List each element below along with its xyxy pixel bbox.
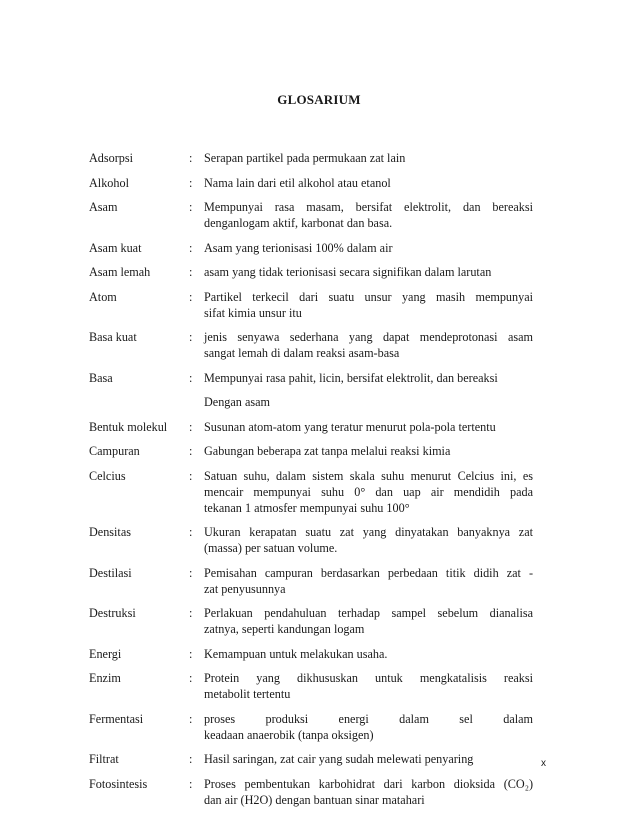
glossary-definition	[204, 419, 533, 435]
glossary-term: Atom	[89, 289, 117, 304]
glossary-entry	[89, 565, 533, 597]
glossary-entry	[89, 646, 533, 662]
glossary-entry	[89, 394, 533, 410]
term-separator: :	[189, 330, 193, 344]
definition-line: tekanan 1 atmosfer mempunyai suhu 100°	[204, 500, 410, 515]
glossary-entry	[89, 175, 533, 191]
term-separator: :	[189, 175, 193, 190]
term-separator: :	[189, 776, 193, 791]
glossary-entry	[89, 289, 533, 321]
glossary-term: Energi	[89, 646, 122, 661]
term-separator: :	[189, 525, 193, 539]
term-separator: :	[189, 752, 193, 766]
glossary-entry	[89, 524, 533, 556]
glossary-definition	[204, 240, 533, 256]
glossary-entry	[89, 751, 533, 767]
definition-line: Pemisahan campuran berdasarkan perbedaan titik didih zat -	[204, 565, 533, 580]
glossary-definition	[204, 711, 533, 743]
glossary-definition	[204, 565, 533, 597]
glossary-entry	[89, 776, 533, 808]
glossary-definition	[204, 370, 533, 386]
glossary-term: Enzim	[89, 671, 121, 685]
glossary-term: Fermentasi	[89, 711, 144, 726]
definition-line: Susunan atom-atom yang teratur menurut pola-pola tertentu	[204, 419, 496, 434]
glossary-entry	[89, 670, 533, 702]
glossary-entry	[89, 605, 533, 637]
definition-line: Mempunyai rasa pahit, licin, bersifat elektrolit, dan bereaksi	[204, 370, 498, 385]
glossary-definition	[204, 199, 533, 231]
definition-line: Protein yang dikhususkan untuk mengkatalisis reaksi	[204, 671, 533, 685]
glossary-entry	[89, 370, 533, 386]
definition-line: Dengan asam	[204, 395, 270, 409]
definition-line: sangat lemah di dalam reaksi asam-basa	[204, 346, 400, 360]
definition-line: Perlakuan pendahuluan terhadap sampel sebelum dianalisa	[204, 606, 533, 620]
definition-line: asam yang tidak terionisasi secara signifikan dalam larutan	[204, 265, 492, 279]
term-separator: :	[189, 240, 193, 255]
glossary-definition	[204, 646, 533, 662]
definition-line: Gabungan beberapa zat tanpa melalui reaksi kimia	[204, 444, 451, 458]
glossary-definition	[204, 150, 533, 166]
glossary-term: Destilasi	[89, 565, 132, 580]
definition-line: mencair mempunyai suhu 0° dan uap air mendidih pada	[204, 484, 533, 499]
definition-line: Ukuran kerapatan suatu zat yang dinyatakan banyaknya zat	[204, 525, 533, 539]
glossary-entry	[89, 264, 533, 280]
definition-line: Kemampuan untuk melakukan usaha.	[204, 646, 388, 661]
definition-line: proses produksi energi dalam sel dalam	[204, 711, 533, 726]
definition-line: Hasil saringan, zat cair yang sudah melewati penyaring	[204, 752, 474, 766]
glossary-definition	[204, 468, 533, 516]
glossary-term: Asam kuat	[89, 240, 142, 255]
glossary-list	[89, 150, 533, 816]
glossary-term: Asam lemah	[89, 265, 151, 279]
glossary-definition	[204, 605, 533, 637]
term-separator: :	[189, 468, 193, 483]
page-number: x	[541, 758, 546, 769]
definition-line: Asam yang terionisasi 100% dalam air	[204, 240, 393, 255]
glossary-definition	[204, 670, 533, 702]
term-separator: :	[189, 606, 193, 620]
definition-line: keadaan anaerobik (tanpa oksigen)	[204, 727, 374, 742]
definition-line: (massa) per satuan volume.	[204, 541, 338, 555]
glossary-definition	[204, 524, 533, 556]
term-separator: :	[189, 370, 193, 385]
glossary-term: Adsorpsi	[89, 151, 134, 165]
glossary-term: Fotosintesis	[89, 776, 148, 791]
glossary-term: Basa	[89, 370, 113, 385]
glossary-entry	[89, 443, 533, 459]
definition-line: dan air (H2O) dengan bantuan sinar matahari	[204, 792, 425, 807]
glossary-definition	[204, 394, 533, 410]
glossary-definition	[204, 289, 533, 321]
glossary-term: Basa kuat	[89, 330, 137, 344]
definition-line: Nama lain dari etil alkohol atau etanol	[204, 175, 391, 190]
definition-line: Partikel terkecil dari suatu unsur yang masih mempunyai	[204, 289, 533, 304]
glossary-term: Asam	[89, 200, 118, 214]
glossary-entry	[89, 150, 533, 166]
definition-line: zatnya, seperti kandungan logam	[204, 622, 365, 636]
term-separator: :	[189, 200, 193, 214]
glossary-definition	[204, 175, 533, 191]
glossary-term: Campuran	[89, 444, 140, 458]
definition-line: metabolit tertentu	[204, 687, 291, 701]
definition-line: Satuan suhu, dalam sistem skala suhu menurut Celcius ini, es	[204, 468, 533, 483]
term-separator: :	[189, 444, 193, 458]
definition-line: Serapan partikel pada permukaan zat lain	[204, 151, 406, 165]
term-separator: :	[189, 265, 193, 279]
term-separator: :	[189, 711, 193, 726]
glossary-definition	[204, 264, 533, 280]
glossary-term: Celcius	[89, 468, 126, 483]
glossary-term: Destruksi	[89, 606, 136, 620]
glossary-entry	[89, 419, 533, 435]
definition-line: Proses pembentukan karbohidrat dari karbon dioksida (CO₂)	[204, 776, 533, 791]
glossary-term: Densitas	[89, 525, 131, 539]
term-separator	[189, 394, 204, 410]
glossary-entry	[89, 468, 533, 516]
glossary-definition	[204, 443, 533, 459]
glossary-definition	[204, 751, 533, 767]
term-separator: :	[189, 289, 193, 304]
definition-line: denganlogam aktif, karbonat dan basa.	[204, 216, 393, 230]
glossary-entry	[89, 329, 533, 361]
glossary-definition	[204, 329, 533, 361]
glossary-entry	[89, 711, 533, 743]
glossary-term: Bentuk molekul	[89, 419, 168, 434]
definition-line: zat penyusunnya	[204, 581, 286, 596]
term-separator: :	[189, 565, 193, 580]
definition-line: jenis senyawa sederhana yang dapat mendeprotonasi asam	[204, 330, 533, 344]
term-separator: :	[189, 151, 193, 165]
glossary-term	[89, 394, 189, 410]
glossary-term: Filtrat	[89, 752, 119, 766]
glossary-entry	[89, 199, 533, 231]
term-separator: :	[189, 671, 193, 685]
term-separator: :	[189, 419, 193, 434]
glossary-definition	[204, 776, 533, 808]
glossary-term: Alkohol	[89, 175, 129, 190]
definition-line: sifat kimia unsur itu	[204, 305, 302, 320]
page-title: GLOSARIUM	[277, 92, 361, 107]
definition-line: Mempunyai rasa masam, bersifat elektrolit, dan bereaksi	[204, 200, 533, 214]
term-separator: :	[189, 646, 193, 661]
glossary-entry	[89, 240, 533, 256]
